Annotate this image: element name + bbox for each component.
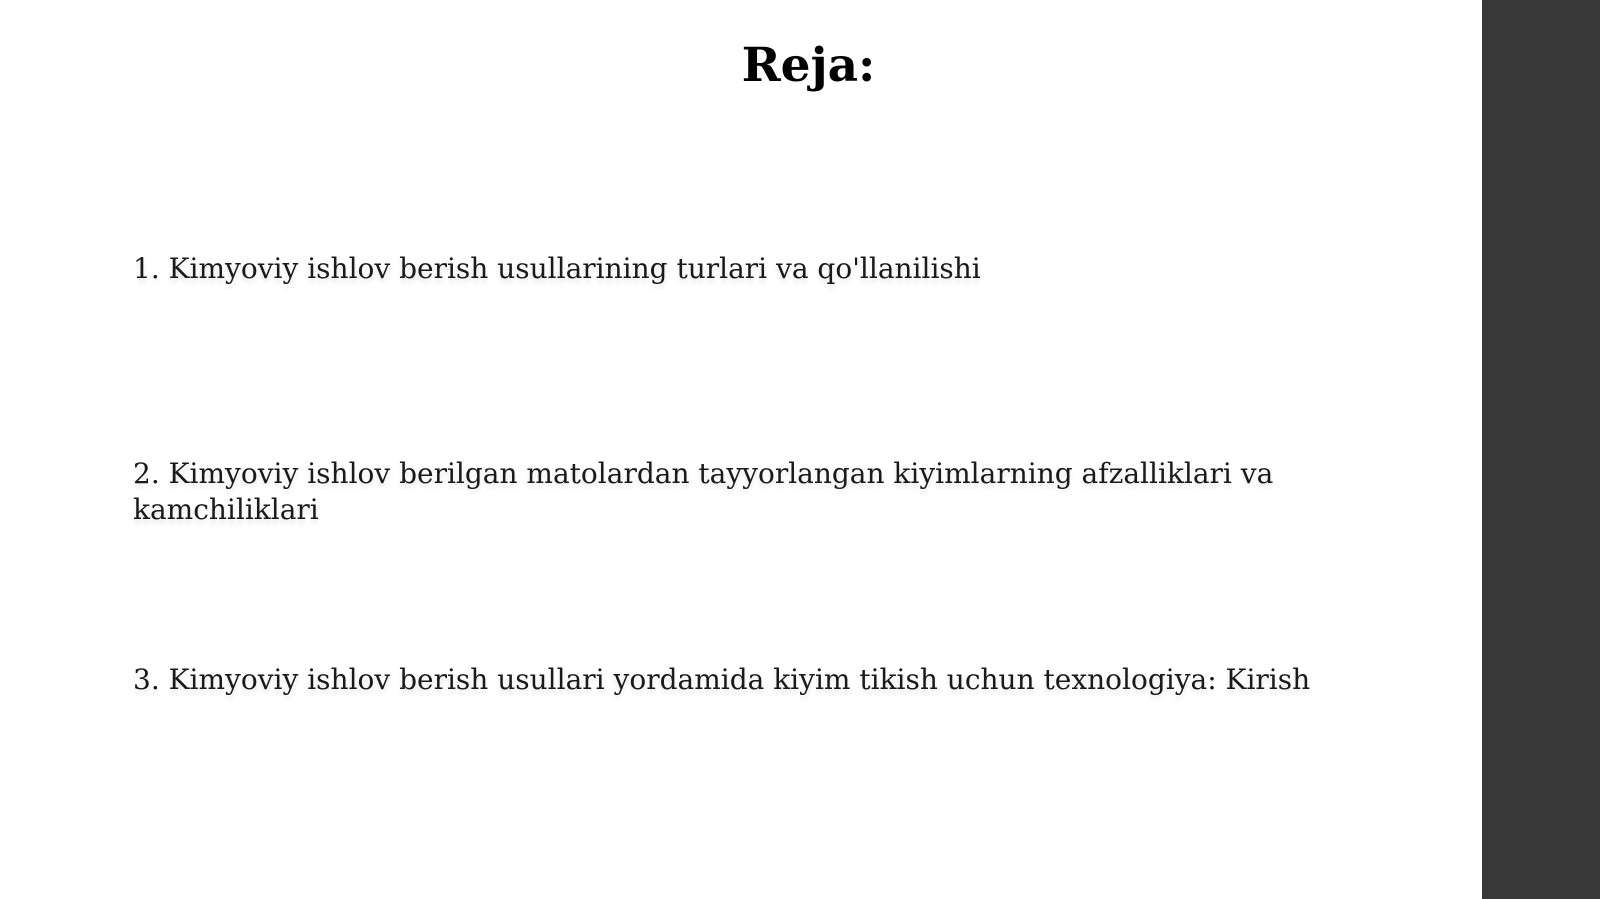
plan-item: 3. Kimyoviy ishlov berish usullari yordamida kiyim tikish uchun texnologiya: Kirish bbox=[133, 663, 1311, 696]
slide-title: Reja: bbox=[741, 38, 876, 93]
plan-item: 1. Kimyoviy ishlov berish usullarining turlari va qo'llanilishi bbox=[133, 252, 981, 285]
side-panel bbox=[1482, 0, 1600, 899]
plan-item: 2. Kimyoviy ishlov berilgan matolardan tayyorlangan kiyimlarning afzalliklari va kamchiliklari bbox=[133, 457, 1274, 526]
